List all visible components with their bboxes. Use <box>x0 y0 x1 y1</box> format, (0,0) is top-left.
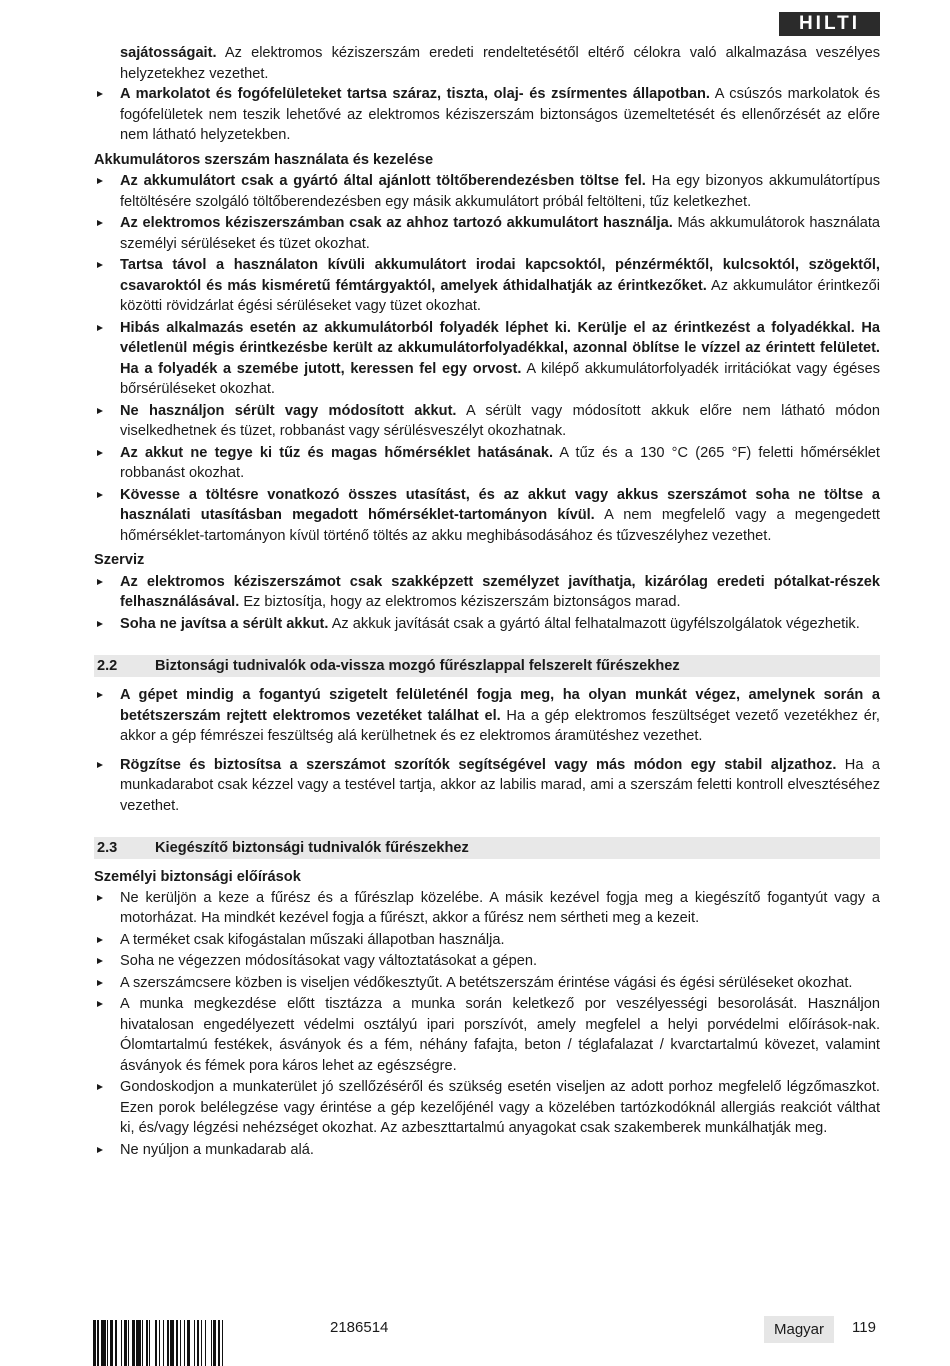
barcode-bar <box>194 1320 195 1366</box>
item-bold: Hibás alkalmazás esetén az akkumulátorból folyadék léphet ki. Kerülje el az érintkezést a folyadékkal. Ha véletlenül mégis érintkezésbe került az akkumulátorfolyadékkal, azonnal öblítse le vízzel az érintett felületet. Ha a folyadék a szemébe jutott, keressen fel egy orvost. <box>120 319 880 377</box>
intro-lead-bold: sajátosságait. <box>120 45 217 61</box>
item-text: Ha a gép elektromos feszültséget vezető vezetékhez ér, akkor a gép fémrészei feszültség alá kerülhetnek és ez elektromos áramütéshez vezethet. <box>120 707 880 744</box>
barcode-bar <box>107 1320 108 1366</box>
barcode-bar <box>142 1320 143 1366</box>
barcode-bar <box>159 1320 160 1366</box>
list-item <box>94 171 880 212</box>
barcode-bar <box>205 1320 206 1366</box>
item-text: A csúszós markolatok és fogófelületek nem teszik lehetővé az elektromos kéziszerszám biztonságos üzemeltetését és ellenőrzését az előre nem látható helyzetekben. <box>120 86 880 143</box>
barcode-bar <box>197 1320 200 1366</box>
document-number: 2186514 <box>330 1319 389 1336</box>
barcode-bar <box>170 1320 174 1366</box>
section-2-2-heading <box>94 655 880 677</box>
item-text: Az akkumulátor érintkezői közötti rövidzárlat égési sérüléseket vagy tüzet okozhat. <box>120 277 880 314</box>
item-text: A nem megfelelő vagy a megengedett hőmérséklet-tartományon kívül történő töltés az akku meghibásodásához és tűzveszélyhez vezethet. <box>120 507 880 544</box>
barcode-bar <box>187 1320 190 1366</box>
barcode-bar <box>201 1320 202 1366</box>
list-item: A szerszámcsere közben is viseljen védőkesztyűt. A betétszerszám érintése vágási és égési sérüléseket okozhat. <box>94 973 880 994</box>
barcode-bar <box>211 1320 212 1366</box>
barcode-bar <box>115 1320 116 1366</box>
item-bold: Tartsa távol a használaton kívüli akkumulátort irodai kapcsoktól, pénzérméktől, kulcsoktól, szögektől, csavaroktól és más kisméretű fémtárgyaktól, amelyek áthidalhatják az érintkezőket. <box>120 257 880 294</box>
list-item <box>94 84 880 146</box>
page-number: 119 <box>852 1319 876 1336</box>
page-footer <box>0 1315 950 1365</box>
list-item <box>94 443 880 484</box>
item-text: Ha egy bizonyos akkumulátortípus feltöltésére szolgáló töltőberendezésben egy másik akkumulátort próbál feltölteni, tűz keletkezhet. <box>120 173 880 210</box>
service-list <box>94 572 880 635</box>
list-item: A terméket csak kifogástalan műszaki állapotban használja. <box>94 930 880 951</box>
barcode-bar <box>218 1320 221 1366</box>
service-heading: Szerviz <box>94 552 145 568</box>
item-text: A sérült vagy módosított akkuk előre nem látható módon viselkedhetnek és tüzet, robbanást vagy sérülésveszélyt okozhatnak. <box>120 402 880 439</box>
item-bold: Ne használjon sérült vagy módosított akkut. <box>120 402 457 419</box>
section-2-3-list <box>94 888 880 1161</box>
list-item <box>94 685 880 747</box>
barcode-bar <box>213 1320 216 1366</box>
barcode-bar <box>184 1320 185 1366</box>
intro-list <box>94 84 880 146</box>
list-item <box>94 213 880 254</box>
battery-heading: Akkumulátoros szerszám használata és kezelése <box>94 151 434 168</box>
barcode-bar <box>155 1320 158 1366</box>
item-bold: Az elektromos kéziszerszámban csak az ahhoz tartozó akkumulátort használja. <box>120 215 673 231</box>
intro-lead-text: Az elektromos kéziszerszám eredeti rendeltetésétől eltérő célokra való alkalmazása veszélyes helyzetekhez vezethet. <box>120 45 880 82</box>
list-item: Gondoskodjon a munkaterület jó szellőzéséről és szükség esetén viseljen az adott porhoz megfelelő légzőmaszkot. Ezen porok belélegzése vagy érintése a gép kezelőjénél vagy a közelében tartózkodóknál allergiás reakciót válthat ki, és/vagy légzési nehézséget okozhat. Az azbeszttartalmú anyagokat csak szakemberek munkálhatják meg. <box>94 1077 880 1139</box>
section-number: 2.3 <box>97 840 118 856</box>
section-title: Biztonsági tudnivalók oda-vissza mozgó fűrészlappal felszerelt fűrészekhez <box>155 658 680 674</box>
item-bold: Rögzítse és biztosítsa a szerszámot szorítók segítségével vagy más módon egy stabil aljzathoz. <box>120 756 837 773</box>
barcode-bar <box>176 1320 179 1366</box>
battery-list <box>94 171 880 546</box>
item-bold: Kövesse a töltésre vonatkozó összes utasítást, és az akkut vagy akkus szerszámot soha ne töltse a használati utasításban megadott hőmérséklet-tartományon kívül. <box>120 486 880 523</box>
list-item: A munka megkezdése előtt tisztázza a munka során keletkező por veszélyességi besorolását. Használjon hivatalosan engedélyezett védelmi osztályú ipari porszívót, amely megfelel a helyi porvédelmi előírások-nak. Ólomtartalmú festékek, ásványok és a fém, néhány fafajta, beton / téglafalazat / kvarctartalmú kövezet, valamint ásványok és fémek pora káros lehet az egészségre. <box>94 994 880 1076</box>
section-2-2-list <box>94 685 880 816</box>
barcode-bar <box>97 1320 98 1366</box>
item-text: Az akkuk javítását csak a gyártó által felhatalmazott ügyfélszolgálatok végezhetik. <box>328 615 860 632</box>
barcode-bar <box>163 1320 164 1366</box>
item-text: A tűz és a 130 °C (265 °F) feletti hőmérséklet robbanást okozhat. <box>120 444 880 481</box>
section-title: Kiegészítő biztonsági tudnivalók fűrészekhez <box>155 840 469 856</box>
barcode-bar <box>149 1320 150 1366</box>
barcode-bar <box>124 1320 127 1366</box>
section-2-3-heading <box>94 837 880 859</box>
intro-paragraph <box>94 43 880 84</box>
barcode-bar <box>167 1320 168 1366</box>
list-item: Ne kerüljön a keze a fűrész és a fűrészlap közelébe. A másik kezével fogja meg a kiegészítő fogantyút vagy a motorházat. Ha mindkét kezével fogja a fűrészt, akkor a fűrész nem sértheti meg a kezeit. <box>94 888 880 929</box>
hilti-logo: HILTI <box>779 12 880 36</box>
list-item <box>94 255 880 317</box>
barcode-bar <box>136 1320 140 1366</box>
section-number: 2.2 <box>97 658 118 674</box>
barcode-bar <box>128 1320 129 1366</box>
item-bold: A markolatot és fogófelületeket tartsa száraz, tiszta, olaj- és zsírmentes állapotban. <box>120 86 710 102</box>
list-item: Ne nyúljon a munkadarab alá. <box>94 1140 880 1161</box>
list-item <box>94 318 880 400</box>
barcode <box>93 1320 308 1366</box>
item-bold: Az akkumulátort csak a gyártó által ajánlott töltőberendezésben töltse fel. <box>120 173 646 189</box>
item-bold: A gépet mindig a fogantyú szigetelt felületénél fogja meg, ha olyan munkát végez, amelynek során a betétszerszám rejtett elektromos vezetéket találhat el. <box>120 687 880 724</box>
list-item <box>94 572 880 613</box>
item-bold: Az akkut ne tegye ki tűz és magas hőmérséklet hatásának. <box>120 444 553 461</box>
list-item <box>94 614 880 635</box>
list-item <box>94 401 880 442</box>
item-text: Ez biztosítja, hogy az elektromos kéziszerszám biztonságos marad. <box>239 594 681 610</box>
barcode-bar <box>132 1320 135 1366</box>
item-text: Ha a munkadarabot csak kézzel vagy a testével tartja, akkor az labilis marad, ami a szerszám feletti kontroll elvesztéséhez vezethet. <box>120 756 880 814</box>
item-text: Más akkumulátorok használata személyi sérüléseket és tüzet okozhat. <box>120 215 881 252</box>
item-text: A kilépő akkumulátorfolyadék irritációkat vagy égéses bőrsérüléseket okozhat. <box>120 360 880 397</box>
barcode-bar <box>93 1320 96 1366</box>
list-item: Soha ne végezzen módosításokat vagy változtatásokat a gépen. <box>94 951 880 972</box>
personal-safety-heading: Személyi biztonsági előírások <box>94 869 301 885</box>
barcode-bar <box>146 1320 147 1366</box>
document-body <box>94 43 880 1161</box>
barcode-bar <box>180 1320 181 1366</box>
list-item <box>94 755 880 817</box>
language-label: Magyar <box>764 1316 834 1343</box>
barcode-bar <box>101 1320 105 1366</box>
barcode-bar <box>222 1320 223 1366</box>
barcode-bar <box>121 1320 122 1366</box>
item-bold: Soha ne javítsa a sérült akkut. <box>120 615 329 632</box>
list-item <box>94 485 880 547</box>
barcode-bar <box>110 1320 113 1366</box>
item-bold: Az elektromos kéziszerszámot csak szakképzett személyzet javíthatja, kizárólag eredeti pótalkat-részek felhasználásával. <box>120 573 880 610</box>
